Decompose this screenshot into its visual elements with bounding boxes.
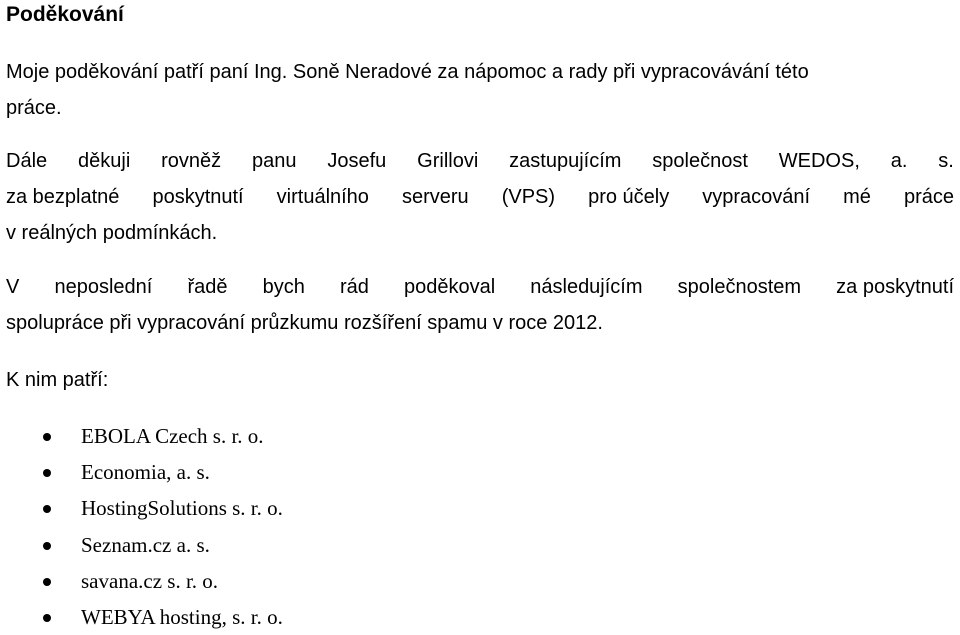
- paragraph-line: [6, 179, 954, 215]
- word: neposlední: [54, 276, 153, 298]
- word: rovněž: [161, 150, 222, 172]
- word: panu: [252, 150, 297, 172]
- word: za poskytnutí: [836, 276, 954, 298]
- company-name: Economia, a. s.: [81, 460, 210, 485]
- paragraph-line: Moje poděkování patří paní Ing. Soně Neradové za nápomoc a rady při vypracovávání této: [6, 61, 809, 83]
- word: společnostem: [677, 276, 802, 298]
- word: mé: [843, 186, 871, 208]
- word: poskytnutí: [152, 186, 244, 208]
- paragraph-line: spolupráce při vypracování průzkumu rozšíření spamu v roce 2012.: [6, 312, 603, 334]
- paragraph-supervisor-thanks: [6, 54, 954, 126]
- bullet-icon: [43, 433, 51, 441]
- word: Josefu: [327, 150, 387, 172]
- company-name: EBOLA Czech s. r. o.: [81, 424, 264, 448]
- word: zastupujícím: [509, 150, 622, 172]
- paragraph-line: v reálných podmínkách.: [6, 222, 218, 244]
- paragraph-companies-thanks: [6, 269, 954, 341]
- word: serveru: [401, 186, 469, 208]
- word: za bezplatné: [6, 186, 120, 208]
- paragraph-line: [6, 269, 954, 305]
- paragraph-wedos-thanks: [6, 143, 954, 251]
- company-name: Seznam.cz a. s.: [81, 532, 210, 557]
- word: (VPS): [501, 186, 556, 208]
- word: virtuálního: [276, 186, 369, 208]
- word: následujícím: [530, 276, 643, 298]
- word: děkuji: [78, 150, 131, 172]
- word: V: [6, 276, 20, 298]
- bullet-icon: [43, 469, 51, 477]
- word: vypracování: [702, 186, 811, 208]
- word: poděkoval: [403, 276, 496, 298]
- word: Dále: [6, 150, 48, 172]
- company-name: savana.cz s. r. o.: [81, 568, 219, 593]
- bullet-icon: [43, 614, 51, 622]
- list-intro: [6, 362, 954, 398]
- paragraph-line: práce.: [6, 97, 62, 119]
- word: rád: [339, 276, 369, 298]
- word: společnost: [652, 150, 748, 172]
- paragraph-line: [6, 143, 954, 179]
- word: s.: [938, 150, 954, 172]
- word: práce: [903, 186, 954, 208]
- word: bych: [262, 276, 305, 298]
- word: Grillovi: [417, 150, 479, 172]
- company-name: HostingSolutions s. r. o.: [81, 496, 283, 521]
- word: WEDOS,: [778, 150, 860, 172]
- word: pro účely: [588, 186, 670, 208]
- bullet-icon: [43, 542, 51, 550]
- word: řadě: [187, 276, 228, 298]
- company-name: WEBYA hosting, s. r. o.: [81, 604, 283, 629]
- word: a.: [890, 150, 908, 172]
- page-title: Poděkování: [6, 3, 124, 26]
- bullet-icon: [43, 578, 51, 586]
- paragraph-line: K nim patří:: [6, 369, 109, 391]
- bullet-icon: [43, 505, 51, 513]
